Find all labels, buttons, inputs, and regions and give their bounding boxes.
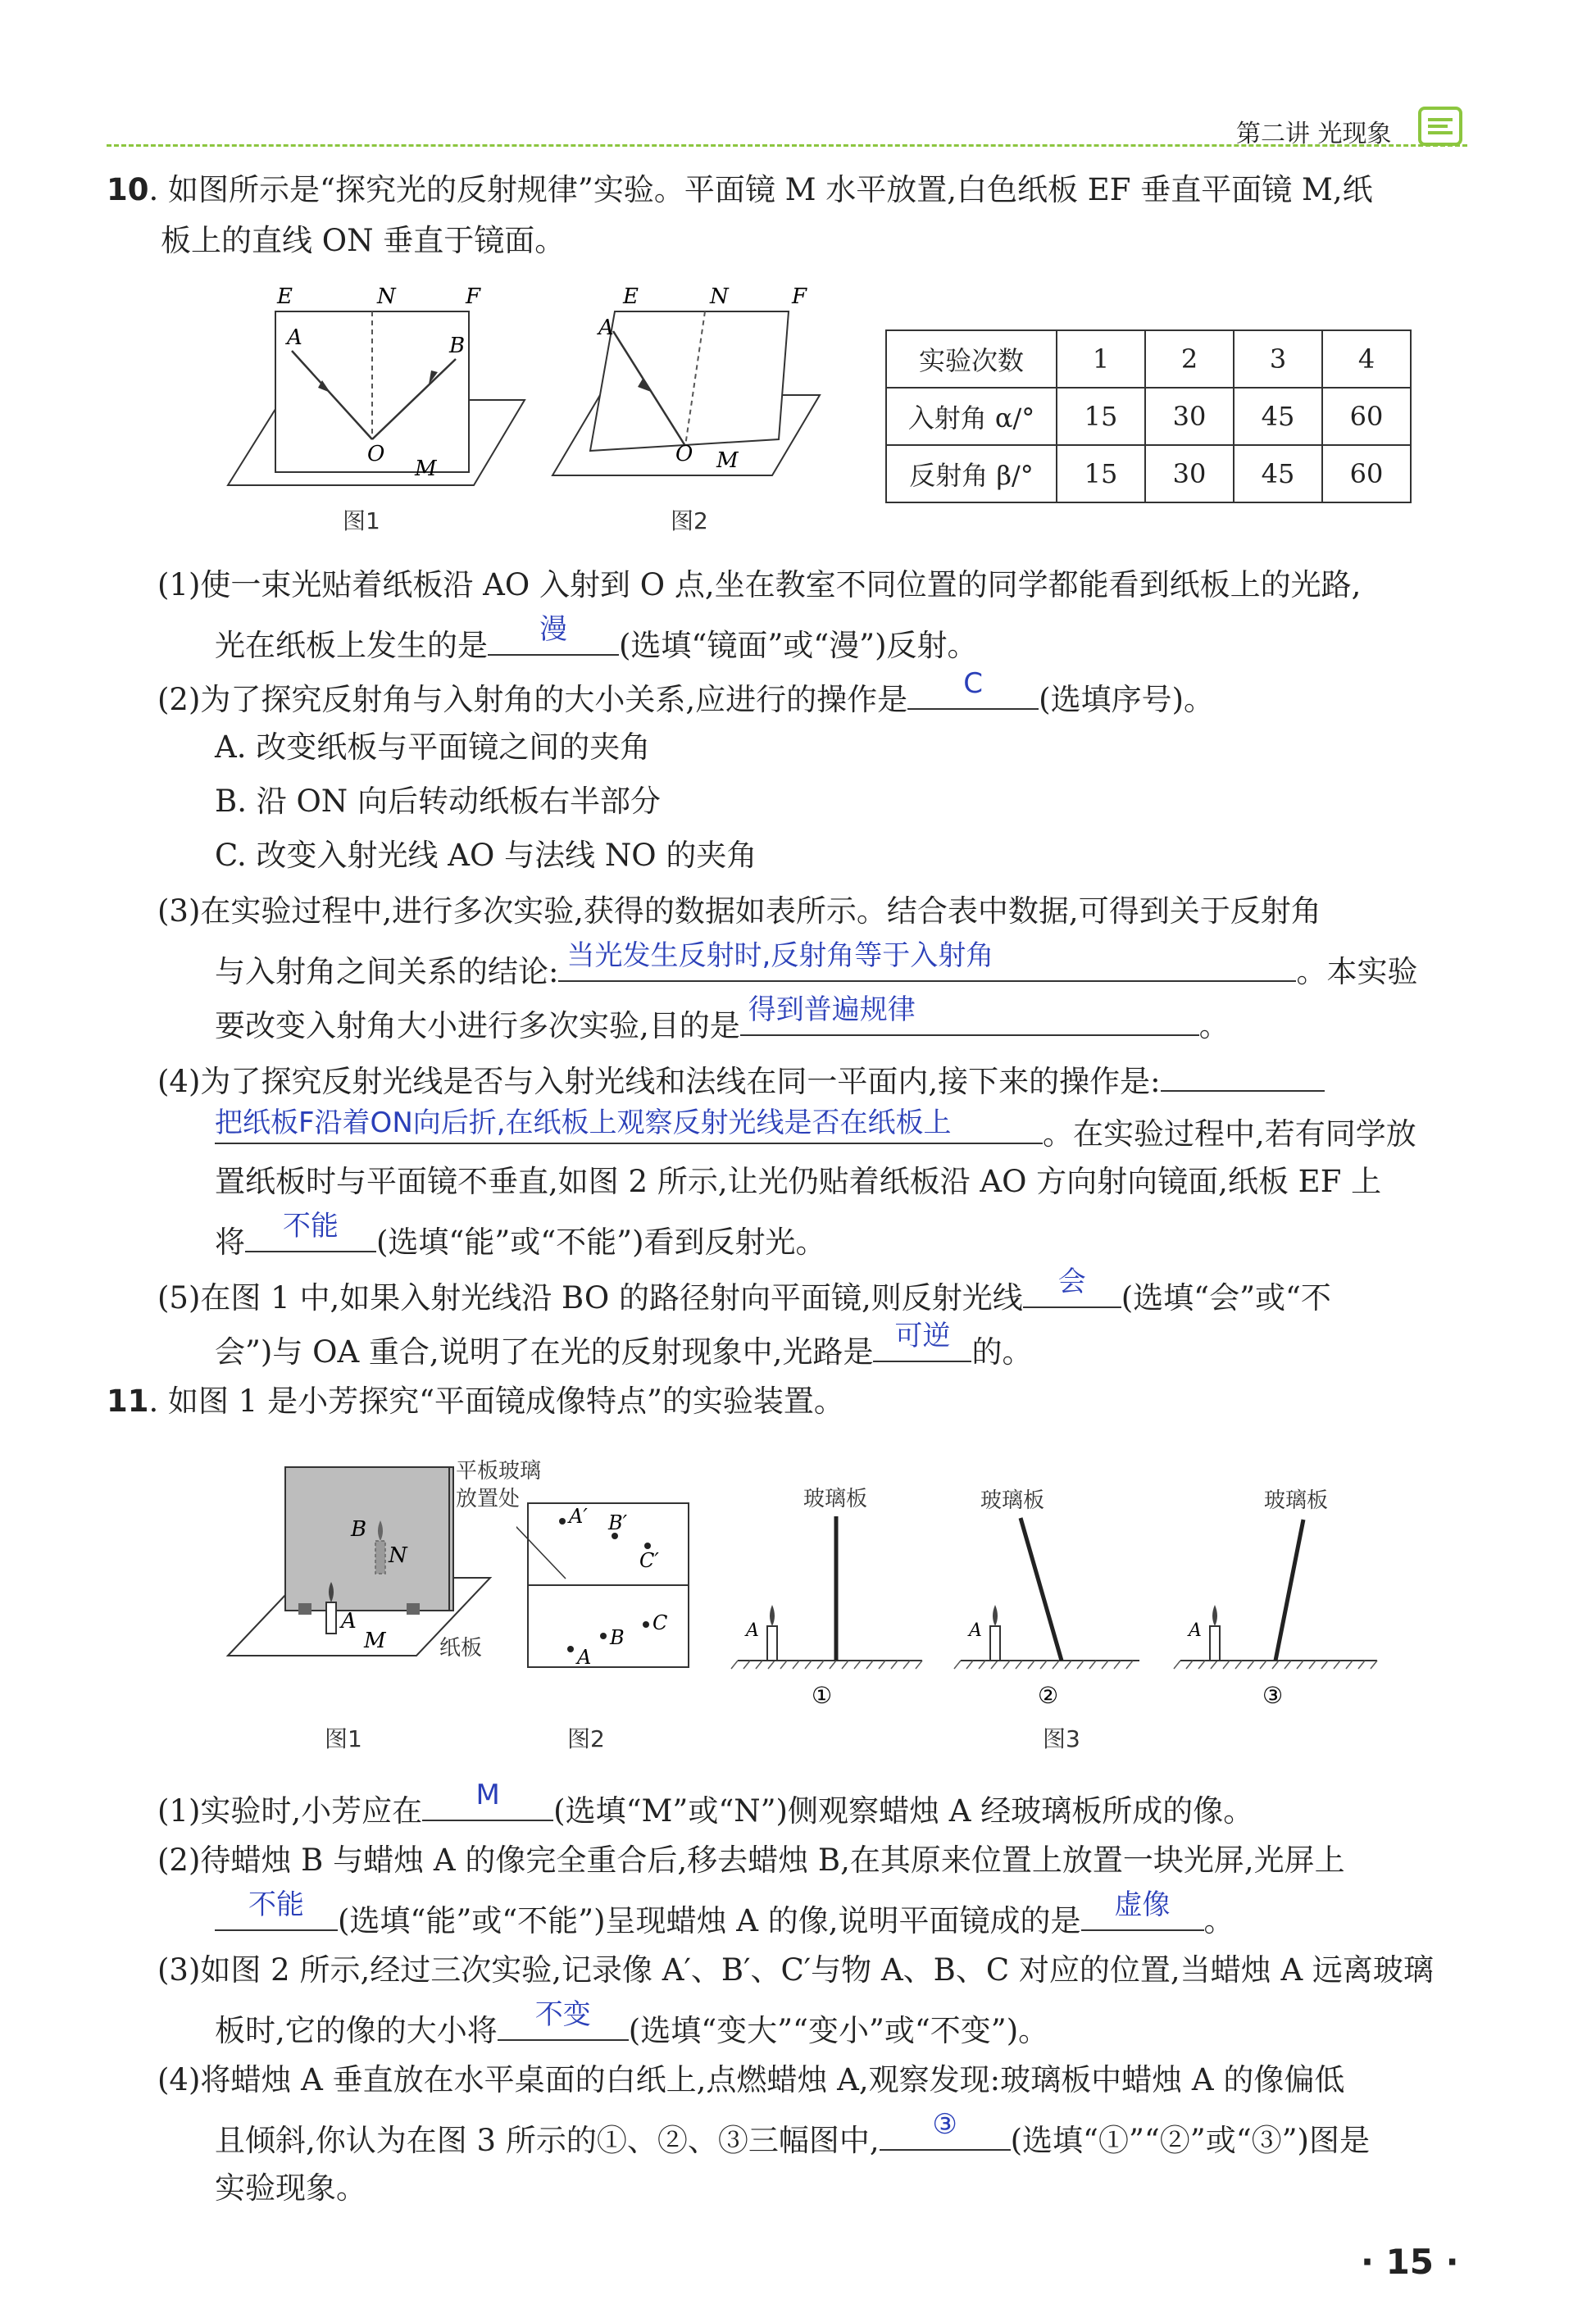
q10-figure1 <box>220 279 548 500</box>
table-cell: 30 <box>1145 445 1234 502</box>
fig2-label-N: N <box>710 284 729 309</box>
fig3-panel-1: ① <box>812 1682 833 1709</box>
table-cell: 实验次数 <box>886 330 1057 388</box>
table-row <box>886 330 1411 388</box>
q10-option-b: B. 沿 ON 向后转动纸板右半部分 <box>215 784 661 819</box>
q11-p1-line: (1)实验时,小芳应在 M (选填“M”或“N”)侧观察蜡烛 A 经玻璃板所成的像。 <box>157 1779 1254 1829</box>
fig3-glass-label-1: 玻璃板 <box>803 1487 868 1511</box>
answer-blank[interactable]: 不变 <box>498 2005 629 2041</box>
q11-fig1-label-B: B <box>351 1517 367 1542</box>
q11-fig2-label: A <box>577 1646 592 1669</box>
q10-p2-line: (2)为了探究反射角与入射角的大小关系,应进行的操作是 C (选填序号)。 <box>157 667 1215 717</box>
table-cell: 反射角 β/° <box>886 445 1057 502</box>
table-cell: 3 <box>1234 330 1322 388</box>
q11-stem: 11. 如图 1 是小芳探究“平面镜成像特点”的实验装置。 <box>107 1384 844 1419</box>
answer-blank[interactable]: 虚像 <box>1081 1895 1204 1931</box>
q11-p2-line2: 不能 (选填“能”或“不能”)呈现蜡烛 A 的像,说明平面镜成的是 虚像 。 <box>215 1895 1235 1941</box>
q10-option-c: C. 改变入射光线 AO 与法线 NO 的夹角 <box>215 838 757 873</box>
fig2-label-F: F <box>792 284 807 309</box>
table-cell: 4 <box>1322 330 1411 388</box>
answer-blank[interactable]: 漫 <box>488 620 619 656</box>
fig3-glass-label-3: 玻璃板 <box>1264 1488 1329 1513</box>
fig2-label-O: O <box>675 442 693 466</box>
fig3-panel-2: ② <box>1038 1682 1059 1709</box>
q10-figure2 <box>541 279 836 500</box>
table-row <box>886 445 1411 502</box>
fig3-candle-label: A <box>969 1620 982 1641</box>
fig3-glass-label-2: 玻璃板 <box>980 1488 1045 1513</box>
fig2-label-M: M <box>716 448 739 473</box>
q11-fig1-caption: 图1 <box>325 1725 362 1752</box>
table-cell: 15 <box>1057 445 1145 502</box>
q10-stem-line1: 10. 如图所示是“探究光的反射规律”实验。平面镜 M 水平放置,白色纸板 EF 垂直平面镜 M,纸 <box>107 172 1373 207</box>
answer-blank[interactable]: 当光发生反射时,反射角等于入射角 <box>558 946 1296 982</box>
page-number: · 15 · <box>1361 2242 1459 2282</box>
q10-p3-line3: 要改变入射角大小进行多次实验,目的是 得到普遍规律 。 <box>215 993 1230 1043</box>
q10-p4-line3: 置纸板时与平面镜不垂直,如图 2 所示,让光仍贴着纸板沿 AO 方向射向镜面,纸板 EF 上 <box>215 1164 1382 1199</box>
q11-fig1-label-A: A <box>341 1609 357 1634</box>
answer-blank[interactable]: C <box>907 674 1039 710</box>
fig1-label-N: N <box>377 284 396 309</box>
q10-number: 10 <box>107 172 149 207</box>
q11-p3-line1: (3)如图 2 所示,经过三次实验,记录像 A′、B′、C′与物 A、B、C 对应的位置,当蜡烛 A 远离玻璃 <box>157 1952 1434 1988</box>
table-cell: 45 <box>1234 445 1322 502</box>
table-row <box>886 388 1411 445</box>
table-cell: 2 <box>1145 330 1234 388</box>
q10-p1-line2: 光在纸板上发生的是 漫 (选填“镜面”或“漫”)反射。 <box>215 613 978 663</box>
chapter-logo-icon <box>1418 107 1462 146</box>
fig1-label-M: M <box>415 457 437 481</box>
q10-stem-line2: 板上的直线 ON 垂直于镜面。 <box>161 223 566 258</box>
q11-fig2-label: B <box>610 1626 625 1649</box>
q10-fig1-caption: 图1 <box>343 507 380 534</box>
q11-fig2-label: C′ <box>639 1549 659 1572</box>
q11-fig2-label: A′ <box>569 1505 588 1528</box>
q10-option-a: A. 改变纸板与平面镜之间的夹角 <box>215 729 651 765</box>
table-cell: 60 <box>1322 388 1411 445</box>
fig1-label-F: F <box>466 284 481 309</box>
fig3-candle-label: A <box>1189 1620 1202 1641</box>
q11-p3-line2: 板时,它的像的大小将 不变 (选填“变大”“变小”或“不变”)。 <box>215 1998 1049 2048</box>
table-cell: 30 <box>1145 388 1234 445</box>
q11-p4-line1: (4)将蜡烛 A 垂直放在水平桌面的白纸上,点燃蜡烛 A,观察发现:玻璃板中蜡烛 A 的像偏低 <box>157 2062 1345 2097</box>
fig2-label-A: A <box>598 316 614 340</box>
q10-p4-line4: 将 不能 (选填“能”或“不能”)看到反射光。 <box>215 1210 826 1260</box>
table-cell: 15 <box>1057 388 1145 445</box>
table-cell: 45 <box>1234 388 1322 445</box>
q11-fig2-caption: 图2 <box>567 1725 605 1752</box>
q10-fig2-caption: 图2 <box>671 507 708 534</box>
table-cell: 入射角 α/° <box>886 388 1057 445</box>
answer-blank[interactable]: M <box>422 1785 553 1821</box>
fig1-label-B: B <box>449 334 466 358</box>
q11-number: 11 <box>107 1384 149 1419</box>
q11-figure2 <box>516 1500 697 1680</box>
q11-p2-line1: (2)待蜡烛 B 与蜡烛 A 的像完全重合后,移去蜡烛 B,在其原来位置上放置一块光屏,光屏上 <box>157 1843 1345 1878</box>
fig1-label-A: A <box>287 325 302 350</box>
q10-p4-line2: 把纸板F沿着ON向后折,在纸板上观察反射光线是否在纸板上 。在实验过程中,若有同学放 <box>215 1107 1416 1152</box>
fig1-label-O: O <box>367 442 385 466</box>
answer-blank-start[interactable] <box>1161 1056 1325 1092</box>
q11-p4-line2: 且倾斜,你认为在图 3 所示的①、②、③三幅图中, ③ (选填“①”“②”或“③”)图是 <box>215 2108 1370 2158</box>
answer-blank[interactable]: 把纸板F沿着ON向后折,在纸板上观察反射光线是否在纸板上 <box>215 1108 1043 1144</box>
answer-blank[interactable]: 不能 <box>215 1895 338 1931</box>
fig1-label-E: E <box>277 284 293 309</box>
q11-fig2-label: B′ <box>608 1511 628 1534</box>
q11-fig2-label: C <box>652 1611 668 1634</box>
q10-p3-line1: (3)在实验过程中,进行多次实验,获得的数据如表所示。结合表中数据,可得到关于反射角 <box>157 893 1321 929</box>
fig2-label-E: E <box>623 284 639 309</box>
q10-p4-line1: (4)为了探究反射光线是否与入射光线和法线在同一平面内,接下来的操作是: <box>157 1056 1325 1102</box>
q11-fig1-glass-label: 平板玻璃 放置处 <box>456 1459 542 1511</box>
q10-data-table <box>885 329 1412 503</box>
q11-fig1-label-N: N <box>389 1543 407 1568</box>
q11-p4-line3: 实验现象。 <box>215 2170 366 2206</box>
answer-blank[interactable]: 不能 <box>245 1216 376 1252</box>
q10-p5-line2: 会”)与 OA 重合,说明了在光的反射现象中,光路是 可逆 的。 <box>215 1320 1033 1370</box>
q10-p1-line1: (1)使一束光贴着纸板沿 AO 入射到 O 点,坐在教室不同位置的同学都能看到纸板上的光路, <box>157 567 1362 602</box>
q11-fig1-label-M: M <box>364 1629 386 1653</box>
q11-fig1-paper-label: 纸板 <box>439 1636 483 1661</box>
fig3-candle-label: A <box>746 1620 759 1641</box>
table-cell: 1 <box>1057 330 1145 388</box>
fig3-panel-3: ③ <box>1262 1682 1284 1709</box>
q10-p3-line2: 与入射角之间关系的结论: 当光发生反射时,反射角等于入射角 。本实验 <box>215 939 1418 989</box>
q11-fig3-caption: 图3 <box>1043 1725 1080 1752</box>
q10-p5-line1: (5)在图 1 中,如果入射光线沿 BO 的路径射向平面镜,则反射光线 会 (选填“会”或“不 <box>157 1266 1331 1316</box>
answer-blank[interactable]: 可逆 <box>873 1326 971 1362</box>
answer-blank[interactable]: 会 <box>1023 1272 1121 1308</box>
chapter-title: 第二讲 光现象 <box>1236 120 1392 148</box>
answer-blank[interactable]: 得到普遍规律 <box>740 1000 1199 1036</box>
table-cell: 60 <box>1322 445 1411 502</box>
answer-blank[interactable]: ③ <box>880 2115 1011 2151</box>
